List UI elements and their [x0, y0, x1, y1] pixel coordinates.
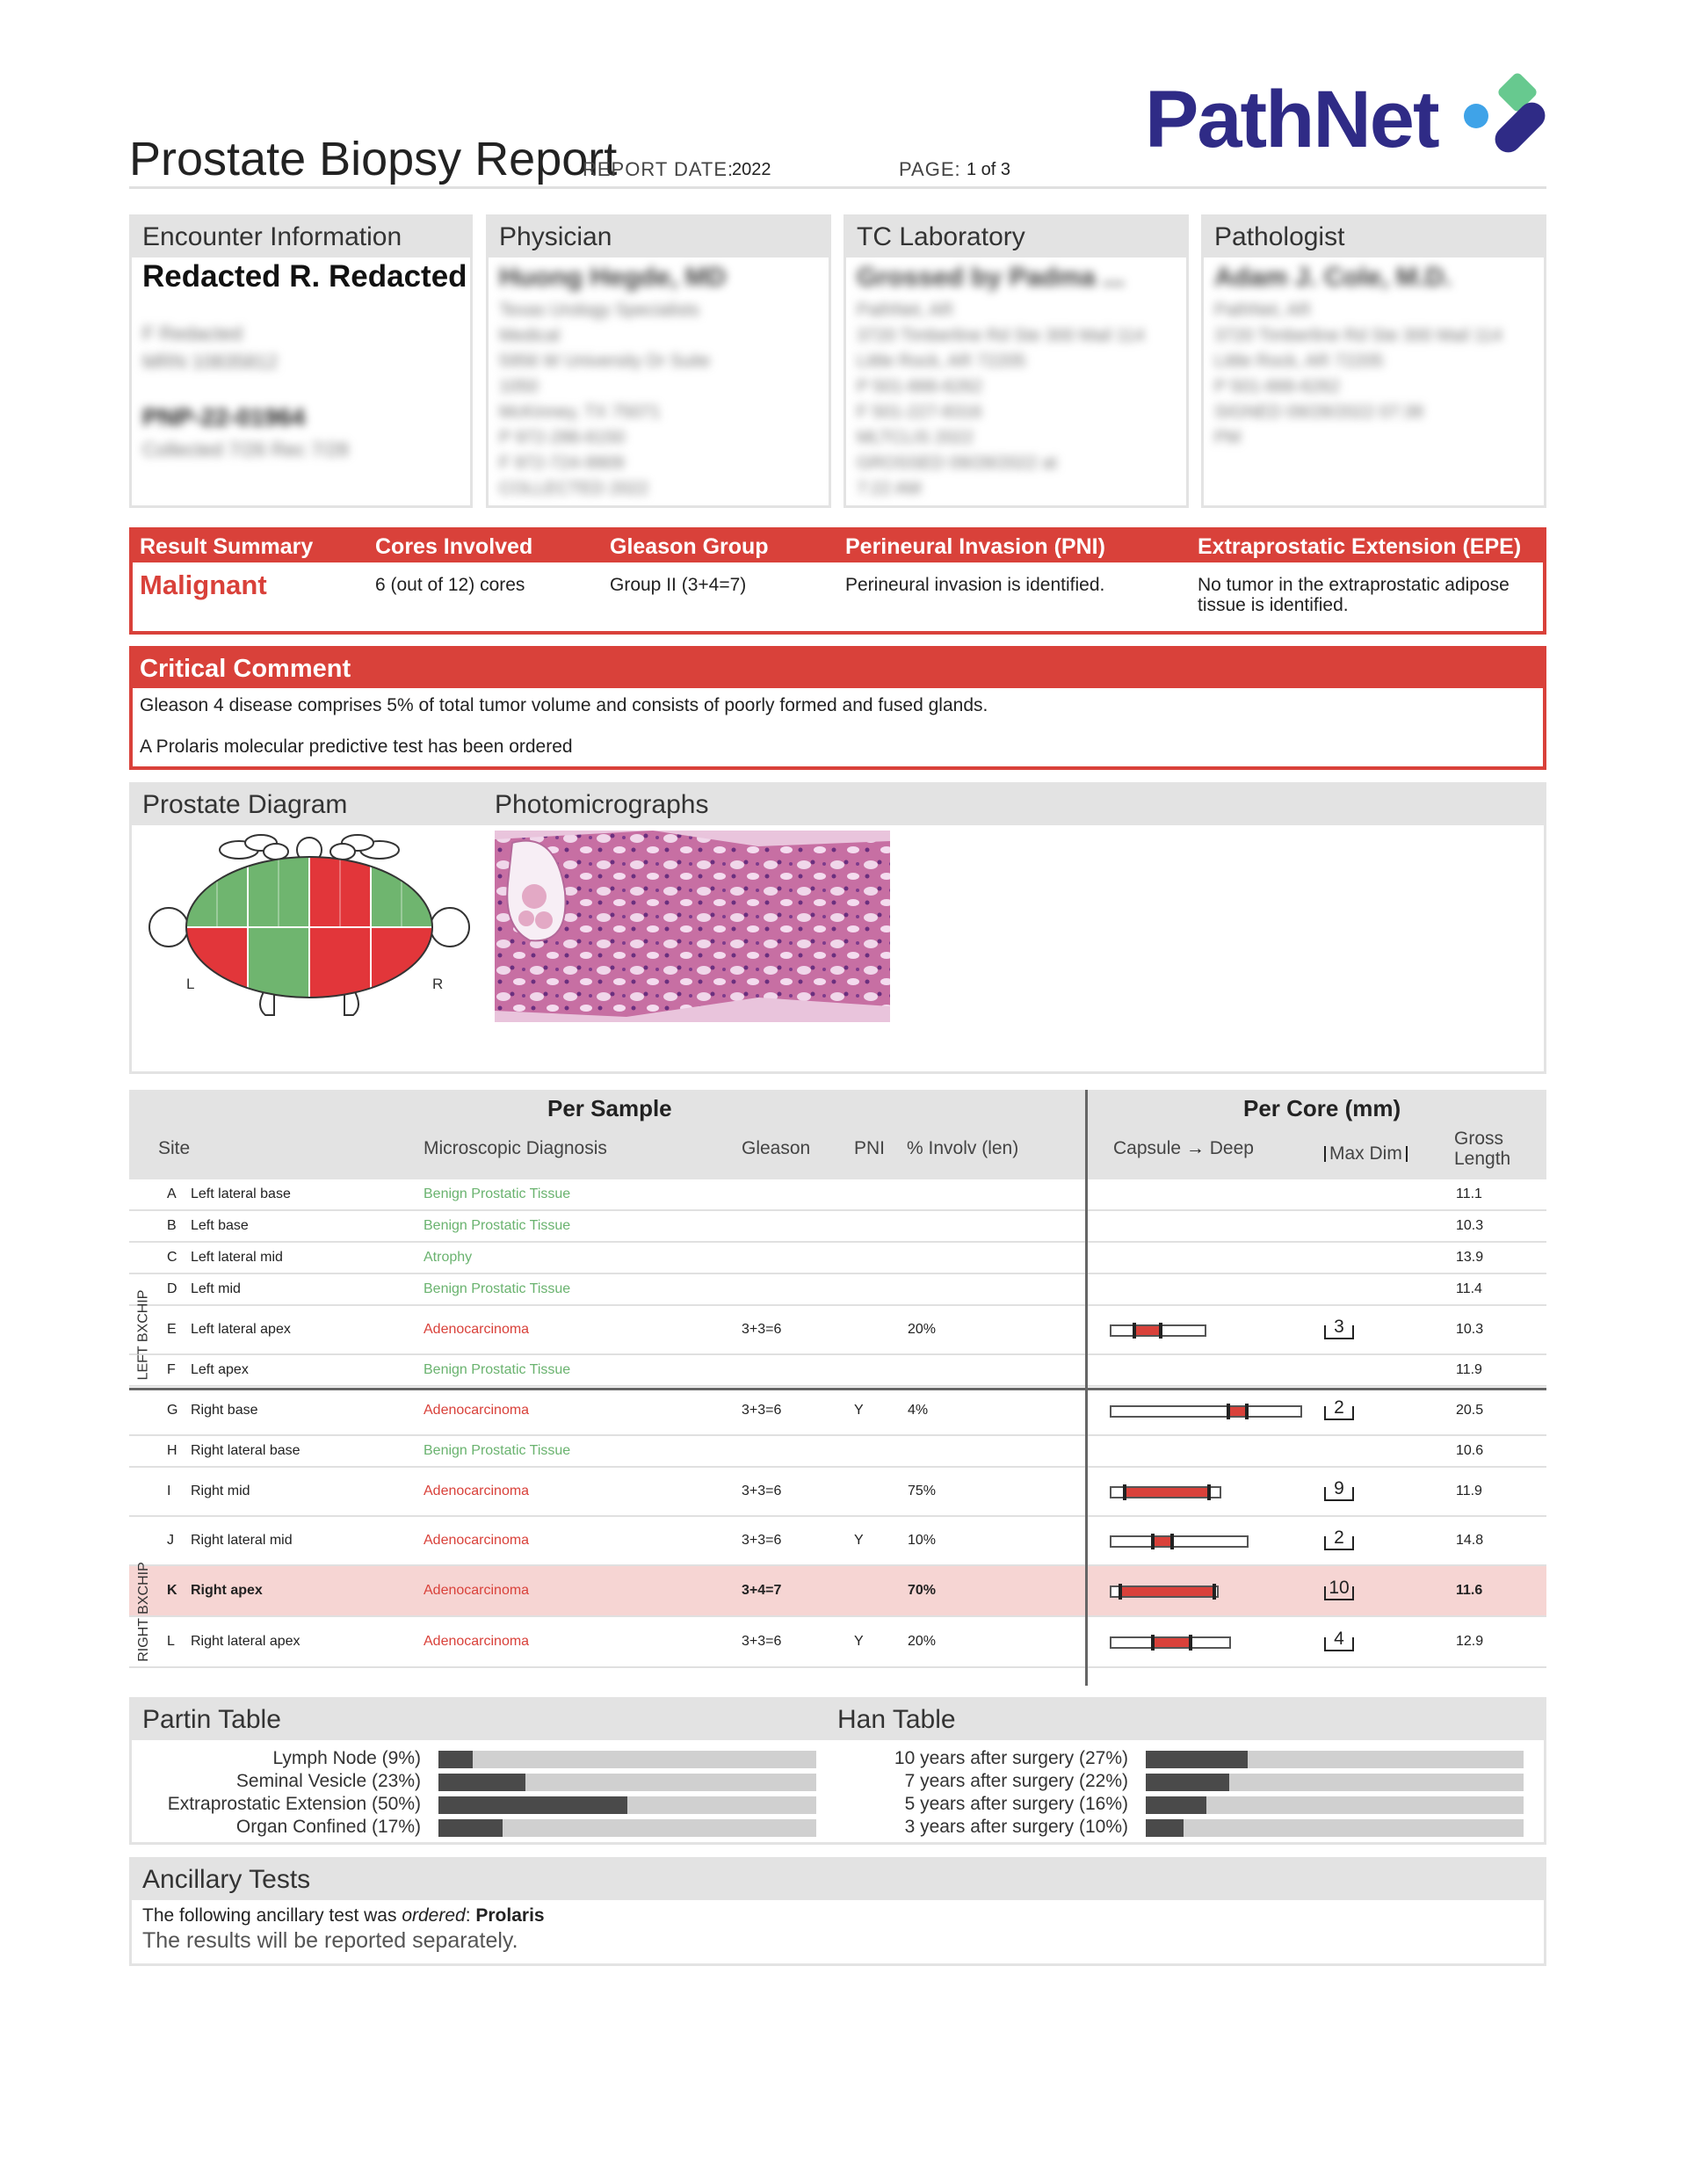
table-row: [129, 1179, 1546, 1211]
site-name: Left lateral base: [191, 1186, 291, 1201]
prostate-zone-malignant: [309, 927, 371, 998]
report-title: Prostate Biopsy Report: [129, 133, 618, 185]
han-label: 5 years after surgery (16%): [904, 1794, 1128, 1814]
pathologist-line: PathNet, AR: [1214, 301, 1312, 320]
partin-fill: [438, 1819, 503, 1837]
gross-length: 10.6: [1456, 1443, 1484, 1458]
site-name: Right apex: [191, 1583, 263, 1598]
col-capsule-deep: [1113, 1138, 1254, 1159]
collection-info: Collected 7/26 Rec 7/28: [142, 439, 349, 461]
partin-label: Seminal Vesicle (23%): [235, 1771, 421, 1791]
site-letter: C: [167, 1250, 177, 1265]
diagnosis: Adenocarcinoma: [424, 1403, 530, 1418]
physician-line: 5956 W University Dr Suite: [499, 352, 711, 371]
epe-value: No tumor in the extraprostatic adipose tissue is identified.: [1198, 575, 1510, 615]
physician-line: Medical: [499, 326, 560, 345]
site-name: Left lateral mid: [191, 1250, 283, 1265]
han-fill: [1146, 1751, 1248, 1768]
gleason-score: 3+3=6: [742, 1634, 782, 1649]
pni-flag: Y: [854, 1634, 864, 1649]
core-bar: [1110, 1405, 1302, 1418]
tumor-extent-tick: [1189, 1635, 1192, 1651]
partin-track: [438, 1774, 816, 1791]
patient-name: Redacted R. Redacted: [142, 259, 467, 294]
col-capsule: Capsule: [1113, 1138, 1182, 1158]
pathologist-line: SIGNED 09/28/2022 07:38: [1214, 403, 1423, 422]
lateral-right-icon: [431, 908, 469, 947]
partin-track: [438, 1796, 816, 1814]
result-summary-header: [133, 531, 1543, 562]
ancillary-heading: Ancillary Tests: [132, 1860, 1544, 1900]
core-bar: [1110, 1535, 1249, 1548]
pathologist-line: PM: [1214, 428, 1241, 447]
lab-line: MLTCLIS 2022: [857, 428, 974, 447]
lab-line: F 501-227-8316: [857, 403, 982, 422]
site-name: Right lateral apex: [191, 1634, 300, 1649]
pathologist-line: 3720 Timberline Rd Ste 300 Mail 114: [1214, 326, 1502, 345]
prostate-zone-benign: [248, 927, 309, 998]
page-value: 1 of 3: [967, 160, 1011, 179]
han-label: 3 years after surgery (10%): [904, 1817, 1128, 1837]
pni-value: Perineural invasion is identified.: [845, 575, 1105, 595]
gross-length: 20.5: [1456, 1403, 1484, 1418]
tumor-extent-tick: [1213, 1584, 1216, 1600]
site-name: Left base: [191, 1218, 249, 1233]
percent-involved: 70%: [908, 1583, 937, 1598]
seminal-vesicle-left-icon: [220, 835, 288, 860]
pni-flag: Y: [854, 1403, 864, 1418]
patient-mrn: MRN 10835812: [142, 351, 279, 373]
gleason-group-value: Group II (3+4=7): [610, 575, 747, 595]
ancillary-prefix: The following ancillary test was: [142, 1905, 397, 1926]
lab-name: Grossed by Padma ...: [857, 263, 1126, 292]
prostate-diagram: [142, 831, 476, 1019]
partin-fill: [438, 1751, 473, 1768]
han-fill: [1146, 1796, 1206, 1814]
site-name: Right mid: [191, 1484, 250, 1498]
lab-heading: TC Laboratory: [846, 217, 1186, 258]
diagram-panel: [129, 782, 1546, 1074]
diagnosis: Benign Prostatic Tissue: [424, 1281, 571, 1296]
group-divider: [129, 1388, 1546, 1390]
partin-label: Extraprostatic Extension (50%): [167, 1794, 421, 1814]
tumor-extent-tick: [1207, 1484, 1211, 1500]
col-pni: PNI: [854, 1138, 886, 1158]
diagnosis: Benign Prostatic Tissue: [424, 1218, 571, 1233]
prostate-diagram-heading: Prostate Diagram: [142, 790, 348, 819]
core-bar: [1110, 1585, 1219, 1598]
site-letter: L: [167, 1634, 175, 1649]
site-letter: K: [167, 1583, 177, 1598]
result-value: Malignant: [140, 570, 267, 600]
pathologist-name: Adam J. Cole, M.D.: [1214, 263, 1452, 292]
diagnosis: Atrophy: [424, 1250, 473, 1265]
logo-mark-icon: [1457, 70, 1553, 167]
partin-han-panel: [129, 1697, 1546, 1845]
gleason-score: 3+3=6: [742, 1403, 782, 1418]
encounter-heading: Encounter Information: [132, 217, 470, 258]
percent-involved: 75%: [908, 1484, 937, 1498]
diagnosis: Benign Prostatic Tissue: [424, 1362, 571, 1377]
photomicrographs-heading: Photomicrographs: [495, 790, 709, 819]
pathologist-line: P 501-666-6262: [1214, 377, 1341, 396]
physician-heading: Physician: [489, 217, 829, 258]
table-row: [129, 1306, 1546, 1355]
gross-length: 14.8: [1456, 1533, 1484, 1548]
site-name: Left lateral apex: [191, 1322, 291, 1337]
encounter-card: [129, 214, 473, 508]
site-letter: A: [167, 1186, 177, 1201]
han-heading: Han Table: [837, 1705, 956, 1734]
lab-card: [844, 214, 1189, 508]
lab-line: P 501-666-6262: [857, 377, 983, 396]
physician-name: Huong Hegde, MD: [499, 263, 727, 292]
tumor-extent-tick: [1245, 1404, 1249, 1419]
seminal-vesicle-right-icon: [330, 835, 399, 860]
gleason-score: 3+3=6: [742, 1322, 782, 1337]
group-right-label: RIGHT BXCHIP: [135, 1562, 151, 1662]
core-bar: [1110, 1324, 1206, 1337]
ancillary-line2: The results will be reported separately.: [142, 1928, 518, 1953]
prostate-zone-malignant: [371, 927, 432, 998]
physician-card: [486, 214, 831, 508]
lab-line: 7:22 AM: [857, 479, 922, 498]
percent-involved: 4%: [908, 1403, 929, 1418]
case-id: PNP-22-01964: [142, 403, 306, 431]
pathologist-heading: Pathologist: [1204, 217, 1544, 258]
max-dim: 4: [1324, 1637, 1354, 1651]
max-dim: 9: [1324, 1487, 1354, 1501]
site-letter: I: [167, 1484, 171, 1498]
site-letter: B: [167, 1218, 177, 1233]
critical-comment-line1: Gleason 4 disease comprises 5% of total tumor volume and consists of poorly formed and fused glands.: [140, 695, 988, 715]
partin-track: [438, 1819, 816, 1837]
ancillary-test-name: Prolaris: [475, 1905, 545, 1926]
gross-length: 10.3: [1456, 1322, 1484, 1337]
site-letter: F: [167, 1362, 176, 1377]
critical-comment-line2: A Prolaris molecular predictive test has been ordered: [140, 736, 573, 757]
pathologist-card: [1201, 214, 1546, 508]
gross-length: 12.9: [1456, 1634, 1484, 1649]
diagram-header: [132, 785, 1544, 825]
physician-line: McKinney, TX 75071: [499, 403, 661, 422]
table-body: [129, 1179, 1546, 1686]
site-name: Left apex: [191, 1362, 249, 1377]
table-row: [129, 1274, 1546, 1306]
critical-comment-heading: Critical Comment: [133, 649, 1543, 688]
gross-length: 11.6: [1456, 1583, 1483, 1598]
table-row: [129, 1436, 1546, 1468]
tumor-extent-tick: [1170, 1534, 1174, 1549]
tumor-extent-tick: [1133, 1323, 1136, 1339]
site-letter: D: [167, 1281, 177, 1296]
prostate-zone-malignant: [186, 927, 248, 998]
diagnosis: Adenocarcinoma: [424, 1634, 530, 1649]
physician-line: 1050: [499, 377, 539, 396]
diagram-right-label: R: [432, 976, 444, 992]
partin-han-header: [132, 1700, 1544, 1740]
header-gleason-group: Gleason Group: [610, 534, 769, 559]
diagnosis: Benign Prostatic Tissue: [424, 1186, 571, 1201]
max-dim: 2: [1324, 1406, 1354, 1420]
site-letter: H: [167, 1443, 177, 1458]
report-date-value: 2022: [732, 160, 771, 179]
han-label: 10 years after surgery (27%): [894, 1748, 1128, 1768]
ancillary-line1: The following ancillary test was ordered: Prolaris: [142, 1905, 545, 1926]
partin-heading: Partin Table: [142, 1705, 281, 1734]
cores-value: 6 (out of 12) cores: [375, 575, 525, 595]
header-divider: [129, 186, 1546, 189]
tumor-extent-tick: [1151, 1534, 1155, 1549]
percent-involved: 20%: [908, 1634, 937, 1649]
site-name: Right base: [191, 1403, 258, 1418]
table-row: [129, 1355, 1546, 1387]
physician-line: Texas Urology Specialists: [499, 301, 699, 320]
lab-line: GROSSED 09/28/2022 at: [857, 453, 1057, 473]
col-deep: Deep: [1209, 1138, 1254, 1158]
gross-length: 11.1: [1456, 1186, 1482, 1201]
col-gross: Gross Length: [1454, 1128, 1511, 1169]
pathologist-line: Little Rock, AR 72205: [1214, 352, 1384, 371]
gleason-score: 3+3=6: [742, 1484, 782, 1498]
gross-length: 13.9: [1456, 1250, 1484, 1265]
ancillary-panel: [129, 1857, 1546, 1966]
gleason-score: 3+4=7: [742, 1583, 782, 1598]
per-core-title: Per Core (mm): [1243, 1095, 1401, 1121]
gross-length: 11.4: [1456, 1281, 1482, 1296]
percent-involved: 20%: [908, 1322, 937, 1337]
table-row: [129, 1243, 1546, 1274]
partin-track: [438, 1751, 816, 1768]
han-label: 7 years after surgery (22%): [904, 1771, 1128, 1791]
gross-length: 10.3: [1456, 1218, 1484, 1233]
tumor-extent-tick: [1159, 1323, 1162, 1339]
tumor-extent-tick: [1227, 1404, 1230, 1419]
photomicrograph-image: [495, 831, 890, 1022]
diagnosis: Benign Prostatic Tissue: [424, 1443, 571, 1458]
header-cores-involved: Cores Involved: [375, 534, 533, 559]
max-dim: 2: [1324, 1536, 1354, 1550]
site-name: Right lateral base: [191, 1443, 300, 1458]
tumor-extent-fill: [1121, 1587, 1215, 1596]
pathnet-logo: [1145, 70, 1549, 167]
lateral-left-icon: [149, 908, 188, 947]
site-letter: J: [167, 1533, 174, 1548]
col-site: Site: [158, 1138, 191, 1158]
report-date-label: REPORT DATE:: [583, 158, 735, 180]
header-result-summary: Result Summary: [140, 534, 314, 559]
site-letter: E: [167, 1322, 177, 1337]
tumor-extent-fill: [1154, 1638, 1191, 1647]
lab-line: PathNet, AR: [857, 301, 954, 320]
header-pni: Perineural Invasion (PNI): [845, 534, 1105, 559]
partin-fill: [438, 1774, 525, 1791]
han-track: [1146, 1774, 1524, 1791]
han-fill: [1146, 1819, 1184, 1837]
table-row: [129, 1617, 1546, 1668]
diagnosis: Adenocarcinoma: [424, 1322, 530, 1337]
core-bar: [1110, 1486, 1221, 1498]
table-row: [129, 1211, 1546, 1243]
lab-line: Little Rock, AR 72205: [857, 352, 1026, 371]
partin-label: Lymph Node (9%): [272, 1748, 421, 1768]
per-sample-title: Per Sample: [547, 1095, 672, 1121]
table-row: [129, 1387, 1546, 1436]
header-epe: Extraprostatic Extension (EPE): [1198, 534, 1522, 559]
han-track: [1146, 1751, 1524, 1768]
diagram-left-label: L: [186, 976, 195, 992]
percent-involved: 10%: [908, 1533, 937, 1548]
max-dim: 10: [1324, 1586, 1354, 1600]
tumor-extent-fill: [1135, 1326, 1162, 1335]
critical-comment: [129, 646, 1546, 770]
han-fill: [1146, 1774, 1229, 1791]
han-track: [1146, 1796, 1524, 1814]
arrow-right-icon: →: [1185, 1138, 1205, 1158]
patient-detail: F Redacted: [142, 323, 243, 345]
core-bar: [1110, 1636, 1231, 1649]
max-dim: 3: [1324, 1325, 1354, 1339]
table-row: [129, 1566, 1546, 1617]
physician-line: COLLECTED 2022: [499, 479, 649, 498]
partin-label: Organ Confined (17%): [235, 1817, 421, 1837]
site-name: Left mid: [191, 1281, 241, 1296]
physician-line: P 972-286-6150: [499, 428, 626, 447]
gross-length: 11.9: [1456, 1484, 1482, 1498]
col-diagnosis: Microscopic Diagnosis: [424, 1138, 607, 1158]
logo-text: PathNet: [1145, 75, 1438, 164]
diagnosis: Adenocarcinoma: [424, 1583, 530, 1598]
han-track: [1146, 1819, 1524, 1837]
lab-line: 3720 Timberline Rd Ste 300 Mail 114: [857, 326, 1145, 345]
partin-fill: [438, 1796, 627, 1814]
sample-table: [129, 1090, 1546, 1686]
col-maxdim: Max Dim: [1324, 1146, 1408, 1162]
diagnosis: Adenocarcinoma: [424, 1533, 530, 1548]
col-gleason: Gleason: [742, 1138, 811, 1158]
gleason-score: 3+3=6: [742, 1533, 782, 1548]
pni-flag: Y: [854, 1533, 864, 1548]
ancillary-ordered: ordered: [402, 1905, 466, 1926]
result-summary: [129, 527, 1546, 635]
table-row: [129, 1517, 1546, 1566]
tumor-extent-tick: [1151, 1635, 1155, 1651]
tumor-extent-tick: [1119, 1584, 1122, 1600]
col-involv: % Involv (len): [907, 1138, 1019, 1158]
site-letter: G: [167, 1403, 178, 1418]
site-name: Right lateral mid: [191, 1533, 293, 1548]
page-label: PAGE:: [899, 158, 961, 180]
tumor-extent-tick: [1123, 1484, 1126, 1500]
physician-line: F 972-724-9909: [499, 453, 625, 473]
group-left-label: LEFT BXCHIP: [135, 1289, 151, 1381]
gross-length: 11.9: [1456, 1362, 1482, 1377]
tumor-extent-fill: [1126, 1488, 1210, 1497]
diagnosis: Adenocarcinoma: [424, 1484, 530, 1498]
table-row: [129, 1468, 1546, 1517]
